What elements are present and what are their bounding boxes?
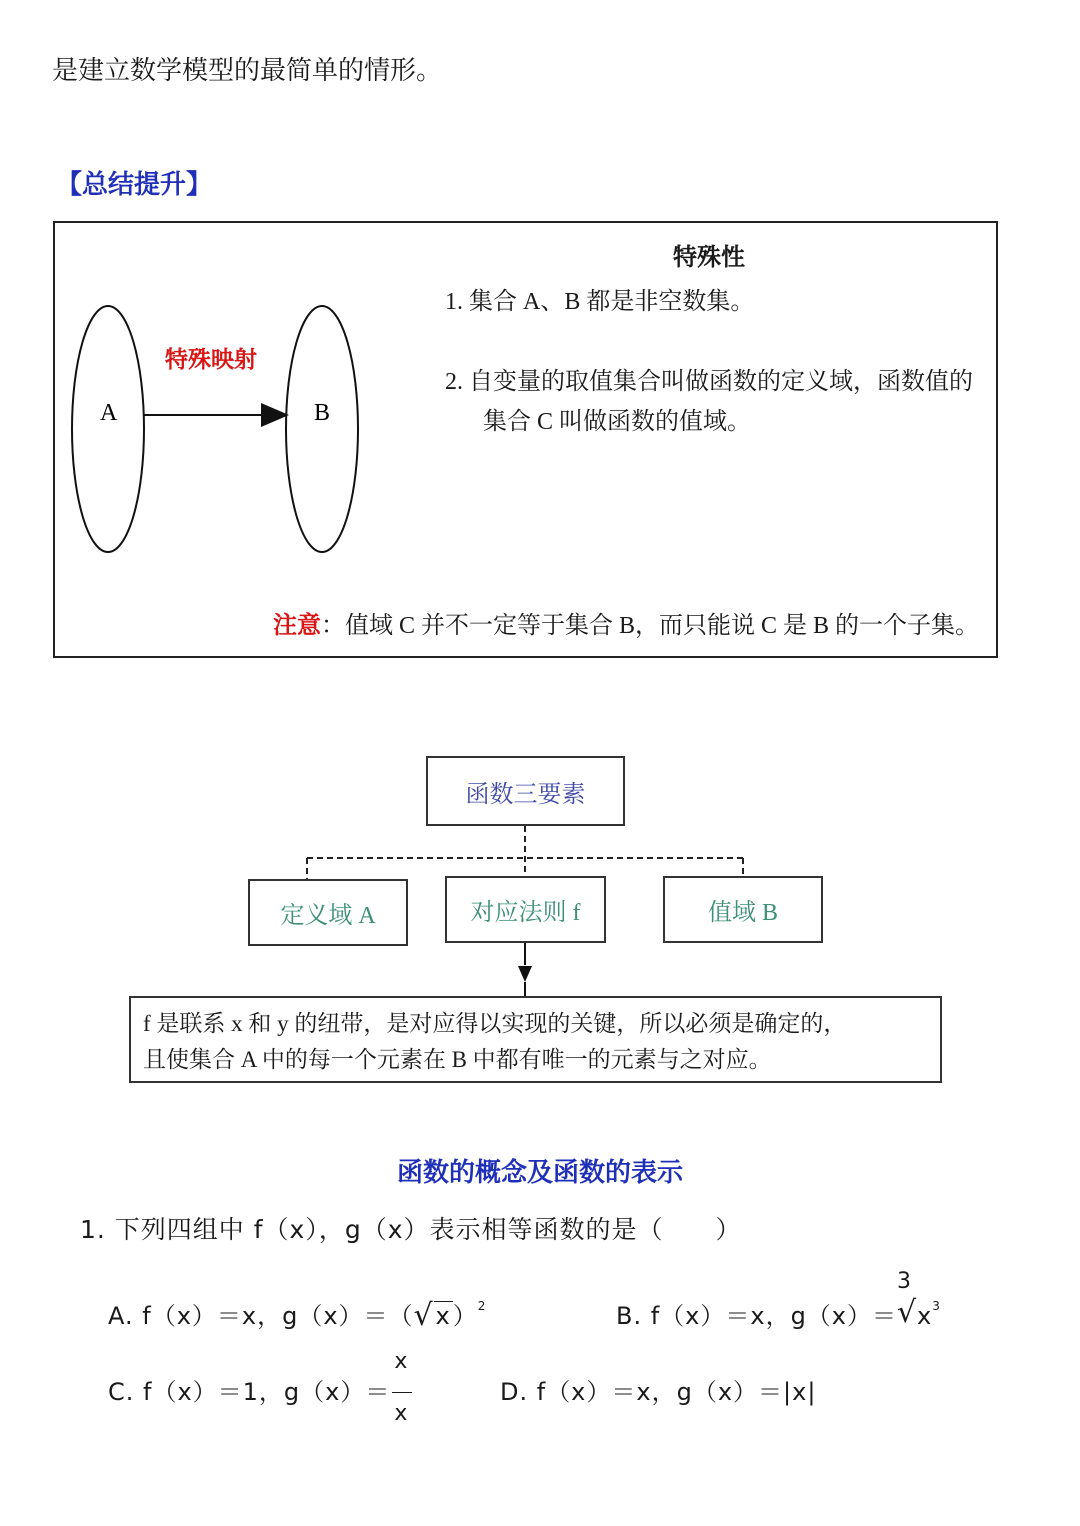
fraction-bar — [392, 1392, 412, 1393]
elements-root-box — [426, 756, 625, 826]
domain-box — [248, 879, 408, 946]
rule-explanation-line1: f 是联系 x 和 y 的纽带，是对应得以实现的关键，所以必须是确定的， — [143, 1011, 847, 1036]
special-item-2-line1: 2. 自变量的取值集合叫做函数的定义域，函数值的 — [445, 369, 973, 395]
option-b[interactable] — [616, 1269, 941, 1331]
question-stem: 1. 下列四组中 f（x），g（x）表示相等函数的是（ ） — [80, 1215, 742, 1244]
set-a-label: A — [100, 400, 118, 426]
cube-root-x3 — [897, 1269, 941, 1330]
special-item-1: 1. 集合 A、B 都是非空数集。 — [445, 289, 755, 315]
option-c-denominator: x — [394, 1401, 409, 1426]
special-item-2-line2: 集合 C 叫做函数的值域。 — [483, 409, 752, 435]
option-c[interactable] — [108, 1349, 414, 1426]
option-a-radicand: x — [435, 1302, 451, 1330]
radical-icon: √ — [897, 1295, 918, 1330]
radical-icon: √ — [413, 1298, 434, 1333]
note-label: 注意 — [273, 611, 321, 639]
rule-label: 对应法则 f — [470, 900, 581, 926]
intro-text: 是建立数学模型的最简单的情形。 — [52, 56, 443, 86]
set-b-label: B — [314, 400, 331, 426]
summary-heading: 【总结提升】 — [56, 170, 213, 200]
option-d[interactable] — [500, 1372, 816, 1407]
domain-label: 定义域 A — [280, 903, 376, 929]
section-title: 函数的概念及函数的表示 — [396, 1158, 683, 1188]
special-title: 特殊性 — [673, 243, 745, 271]
option-b-exponent: 3 — [932, 1299, 941, 1313]
option-c-prefix: C. f（x）＝1，g（x）＝ — [108, 1378, 391, 1406]
sqrt-x — [413, 1298, 453, 1333]
option-a-exponent: 2 — [477, 1299, 487, 1313]
fraction-x-over-x — [390, 1349, 414, 1426]
option-b-prefix: B. f（x）＝x，g（x）＝ — [616, 1302, 898, 1330]
option-a-prefix: A. f（x）＝x，g（x）＝（ — [108, 1302, 414, 1330]
option-c-numerator: x — [394, 1349, 409, 1374]
rule-arrow-head — [518, 966, 532, 982]
rule-box — [445, 876, 606, 943]
option-a-suffix: ） — [452, 1302, 478, 1330]
option-b-root-index: 3 — [897, 1269, 913, 1294]
rule-explanation-box — [129, 996, 942, 1083]
option-a[interactable] — [108, 1296, 486, 1331]
range-label: 值域 B — [707, 900, 778, 926]
elements-root-label: 函数三要素 — [465, 781, 586, 808]
option-d-text: D. f（x）＝x，g（x）＝|x| — [500, 1378, 817, 1406]
note-text: ：值域 C 并不一定等于集合 B，而只能说 C 是 B 的一个子集。 — [321, 613, 980, 639]
rule-explanation-line2: 且使集合 A 中的每一个元素在 B 中都有唯一的元素与之对应。 — [143, 1047, 772, 1072]
option-b-radicand: x — [917, 1302, 933, 1330]
mapping-label: 特殊映射 — [165, 347, 257, 373]
range-box — [663, 876, 823, 943]
